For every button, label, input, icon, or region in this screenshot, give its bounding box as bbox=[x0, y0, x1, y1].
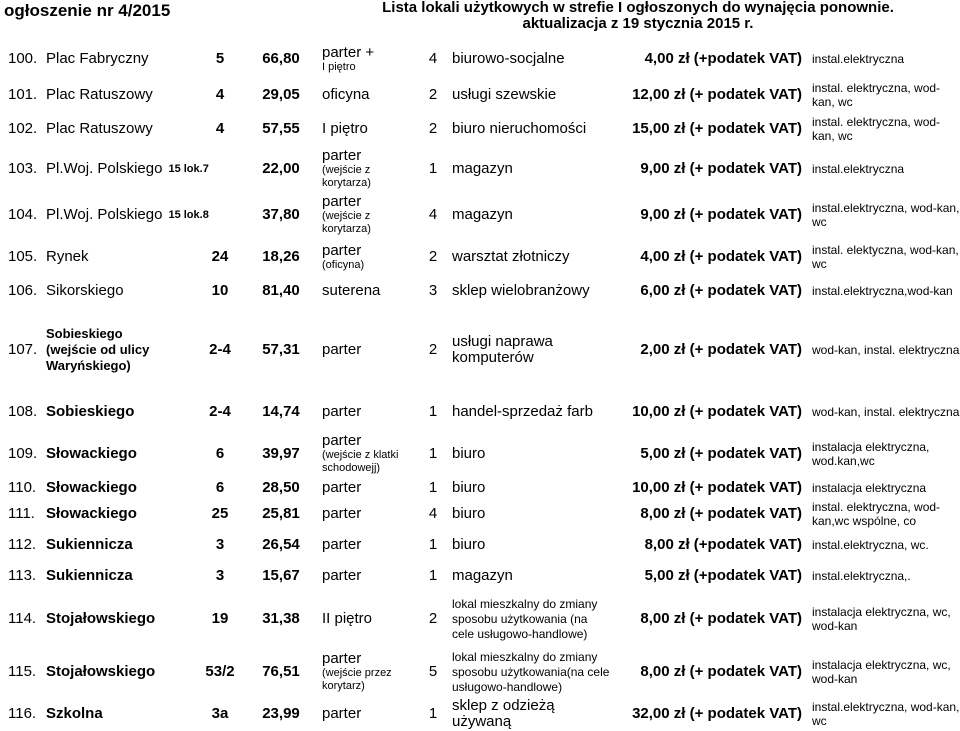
area-m2: 81,40 bbox=[262, 282, 300, 299]
room-count: 5 bbox=[428, 663, 438, 680]
building-number: 5 bbox=[215, 50, 225, 67]
subtitle-line-2: aktualizacja z 19 stycznia 2015 r. bbox=[522, 15, 754, 32]
floor-main: parter bbox=[322, 479, 362, 496]
rent-price: 10,00 zł (+ podatek VAT) bbox=[632, 479, 802, 496]
floor-cell bbox=[322, 77, 422, 112]
building-number: 19 bbox=[211, 610, 229, 627]
table-row bbox=[0, 561, 960, 591]
utilities-note: instalacja elektryczna, wc, wod-kan bbox=[812, 605, 951, 633]
floor-note: (wejście z klatki schodowejj) bbox=[322, 449, 399, 474]
street-name: Sukiennicza bbox=[46, 536, 133, 553]
table-row bbox=[0, 393, 960, 431]
street-line: (wejście od ulicy bbox=[46, 342, 150, 357]
table-row bbox=[0, 77, 960, 112]
area-m2: 22,00 bbox=[262, 159, 300, 177]
room-count: 1 bbox=[428, 159, 438, 177]
row-number: 108. bbox=[8, 403, 38, 420]
floor-main: oficyna bbox=[322, 85, 370, 103]
building-number: 3 bbox=[215, 567, 225, 584]
room-count: 4 bbox=[428, 50, 438, 67]
room-count: 2 bbox=[428, 610, 438, 627]
floor-cell bbox=[322, 191, 422, 239]
floor-main: parter bbox=[322, 432, 362, 449]
row-number: 112. bbox=[8, 536, 37, 553]
table-row bbox=[0, 41, 960, 77]
street-name: Plac Ratuszowy bbox=[46, 120, 153, 137]
rent-price: 4,00 zł (+podatek VAT) bbox=[644, 50, 802, 67]
street-cell bbox=[46, 239, 192, 275]
table-row bbox=[0, 239, 960, 275]
floor-main: parter bbox=[322, 341, 362, 358]
area-m2: 28,50 bbox=[262, 479, 300, 496]
street-name: Plac Ratuszowy bbox=[46, 85, 153, 103]
rent-price: 8,00 zł (+ podatek VAT) bbox=[640, 663, 802, 680]
room-count: 1 bbox=[428, 536, 438, 553]
page-subtitle bbox=[318, 0, 958, 32]
floor-cell bbox=[322, 307, 422, 393]
street-cell bbox=[46, 499, 192, 529]
floor-cell bbox=[322, 275, 422, 307]
floor-main: parter bbox=[322, 505, 362, 522]
utilities-note: instal.elektryczna,wod-kan bbox=[812, 284, 953, 298]
table-row bbox=[0, 431, 960, 477]
room-count: 2 bbox=[428, 341, 438, 358]
floor-cell bbox=[322, 529, 422, 561]
street-cell bbox=[46, 591, 192, 647]
street-name: Plac Fabryczny bbox=[46, 50, 149, 67]
building-number: 6 bbox=[215, 445, 225, 462]
building-number: 25 bbox=[211, 505, 229, 522]
street-cell bbox=[46, 529, 192, 561]
row-number: 109. bbox=[8, 445, 38, 462]
building-number: 2-4 bbox=[209, 341, 231, 358]
intended-use: biuro nieruchomości bbox=[452, 120, 587, 137]
street-cell bbox=[46, 697, 192, 731]
rent-price: 8,00 zł (+ podatek VAT) bbox=[640, 610, 802, 627]
building-number: 10 bbox=[211, 282, 229, 299]
floor-note: (wejście z korytarza) bbox=[322, 210, 371, 235]
utilities-note: wod-kan, instal. elektryczna bbox=[812, 405, 960, 419]
building-number: 3 bbox=[215, 536, 225, 553]
building-number bbox=[196, 191, 244, 239]
utilities-note: instalacja elektryczna, wod.kan,wc bbox=[812, 440, 930, 468]
intended-use: biuro bbox=[452, 445, 486, 462]
floor-cell bbox=[322, 41, 422, 77]
area-m2: 66,80 bbox=[262, 50, 300, 67]
floor-cell bbox=[322, 697, 422, 731]
rent-price: 12,00 zł (+ podatek VAT) bbox=[632, 85, 802, 103]
floor-cell bbox=[322, 112, 422, 146]
intended-use: usługi szewskie bbox=[452, 85, 557, 103]
rent-price: 4,00 zł (+ podatek VAT) bbox=[640, 248, 802, 265]
floor-cell bbox=[322, 239, 422, 275]
rent-price: 32,00 zł (+ podatek VAT) bbox=[632, 705, 802, 722]
street-line: Sobieskiego bbox=[46, 326, 123, 341]
street-name: Słowackiego bbox=[46, 479, 137, 496]
room-count: 1 bbox=[428, 705, 438, 722]
rent-price: 9,00 zł (+ podatek VAT) bbox=[640, 206, 802, 223]
intended-use: warsztat złotniczy bbox=[452, 248, 570, 265]
street-cell bbox=[46, 431, 192, 477]
area-m2: 76,51 bbox=[262, 663, 300, 680]
row-number: 105. bbox=[8, 248, 38, 265]
building-number: 53/2 bbox=[205, 663, 235, 680]
floor-main: parter bbox=[322, 241, 362, 259]
floor-main: parter + bbox=[322, 43, 375, 61]
floor-cell bbox=[322, 393, 422, 431]
rent-price: 5,00 zł (+ podatek VAT) bbox=[640, 445, 802, 462]
floor-cell bbox=[322, 146, 422, 191]
area-m2: 37,80 bbox=[262, 206, 300, 223]
intended-use: magazyn bbox=[452, 567, 513, 584]
floor-main: parter bbox=[322, 567, 362, 584]
intended-use: sklep wielobranżowy bbox=[452, 282, 590, 299]
table-row bbox=[0, 499, 960, 529]
utilities-note: instal.elektryczna,. bbox=[812, 569, 911, 583]
table-row bbox=[0, 275, 960, 307]
intended-use: biuro bbox=[452, 479, 486, 496]
rent-price: 6,00 zł (+ podatek VAT) bbox=[640, 282, 802, 299]
rent-price: 2,00 zł (+ podatek VAT) bbox=[640, 341, 802, 358]
room-count: 4 bbox=[428, 206, 438, 223]
unit-number: 15 lok.7 bbox=[168, 162, 209, 175]
floor-main: parter bbox=[322, 705, 362, 722]
rent-price: 15,00 zł (+ podatek VAT) bbox=[632, 120, 802, 137]
street-cell bbox=[46, 393, 192, 431]
table-row bbox=[0, 529, 960, 561]
rent-price: 8,00 zł (+podatek VAT) bbox=[644, 536, 802, 553]
rent-price: 9,00 zł (+ podatek VAT) bbox=[640, 159, 802, 177]
room-count: 2 bbox=[428, 85, 438, 103]
floor-note: (wejście przez korytarz) bbox=[322, 667, 392, 692]
street-name: Stojałowskiego bbox=[46, 663, 156, 680]
intended-use: magazyn bbox=[452, 206, 513, 223]
subtitle-line-1: Lista lokali użytkowych w strefie I ogłoszonych do wynajęcia ponownie. bbox=[382, 0, 894, 16]
area-m2: 31,38 bbox=[262, 610, 300, 627]
floor-main: parter bbox=[322, 536, 362, 553]
floor-cell bbox=[322, 591, 422, 647]
street-name: Szkolna bbox=[46, 705, 103, 722]
floor-main: parter bbox=[322, 650, 362, 667]
utilities-note: instal.elektryczna bbox=[812, 52, 905, 66]
floor-main: parter bbox=[322, 146, 362, 164]
street-cell bbox=[46, 41, 192, 77]
floor-cell bbox=[322, 561, 422, 591]
room-count: 2 bbox=[428, 120, 438, 137]
area-m2: 29,05 bbox=[262, 85, 300, 103]
area-m2: 57,31 bbox=[262, 341, 300, 358]
building-number bbox=[196, 146, 244, 191]
row-number: 115. bbox=[8, 663, 37, 680]
room-count: 1 bbox=[428, 403, 438, 420]
table-row bbox=[0, 307, 960, 393]
table-row bbox=[0, 112, 960, 146]
row-number: 107. bbox=[8, 341, 38, 358]
area-m2: 18,26 bbox=[262, 248, 300, 265]
rent-price: 10,00 zł (+ podatek VAT) bbox=[632, 403, 802, 420]
utilities-note: instal. elektryczna, wod-kan,wc wspólne, co bbox=[812, 500, 941, 528]
floor-cell bbox=[322, 431, 422, 477]
table-row bbox=[0, 191, 960, 239]
room-count: 3 bbox=[428, 282, 438, 299]
utilities-note: instal.elektryczna, wod-kan, wc bbox=[812, 201, 960, 229]
street-name: Słowackiego bbox=[46, 445, 137, 462]
street-cell bbox=[46, 275, 192, 307]
row-number: 116. bbox=[8, 705, 37, 722]
row-number: 102. bbox=[8, 120, 38, 137]
building-number: 24 bbox=[211, 248, 229, 265]
area-m2: 14,74 bbox=[262, 403, 300, 420]
floor-note: (oficyna) bbox=[322, 258, 365, 271]
room-count: 1 bbox=[428, 479, 438, 496]
utilities-note: instalacja elektryczna bbox=[812, 481, 927, 495]
rent-price: 5,00 zł (+podatek VAT) bbox=[644, 567, 802, 584]
room-count: 2 bbox=[428, 248, 438, 265]
row-number: 100. bbox=[8, 50, 38, 67]
street-name: Stojałowskiego bbox=[46, 610, 156, 627]
floor-main: parter bbox=[322, 403, 362, 420]
building-number: 6 bbox=[215, 479, 225, 496]
intended-use: sklep z odzieżą używaną bbox=[452, 697, 555, 730]
street-cell bbox=[46, 477, 192, 499]
table-row bbox=[0, 146, 960, 191]
utilities-note: instal. elektryczna, wod-kan, wc bbox=[812, 115, 941, 143]
intended-use: biurowo-socjalne bbox=[452, 50, 565, 67]
area-m2: 57,55 bbox=[262, 120, 300, 137]
utilities-note: instal.elektryczna bbox=[812, 161, 905, 176]
utilities-note: wod-kan, instal. elektryczna bbox=[812, 343, 960, 357]
intended-use: biuro bbox=[452, 505, 486, 522]
area-m2: 39,97 bbox=[262, 445, 300, 462]
street-cell bbox=[46, 561, 192, 591]
intended-use: lokal mieszkalny do zmiany sposobu użytkowania (na cele usługowo-handlowe) bbox=[452, 596, 598, 641]
area-m2: 25,81 bbox=[262, 505, 300, 522]
floor-main: suterena bbox=[322, 282, 381, 299]
utilities-note: instal. elektyczna, wod-kan, wc bbox=[812, 243, 959, 271]
area-m2: 26,54 bbox=[262, 536, 300, 553]
row-number: 114. bbox=[8, 610, 37, 627]
building-number: 4 bbox=[215, 85, 225, 103]
intended-use: biuro bbox=[452, 536, 486, 553]
street-name: Słowackiego bbox=[46, 505, 137, 522]
floor-cell bbox=[322, 477, 422, 499]
row-number: 101. bbox=[8, 85, 38, 103]
utilities-note: instal. elektryczna, wod-kan, wc bbox=[812, 80, 941, 109]
room-count: 4 bbox=[428, 505, 438, 522]
room-count: 1 bbox=[428, 567, 438, 584]
building-number: 3a bbox=[211, 705, 229, 722]
street-name: Rynek bbox=[46, 248, 89, 265]
street-cell bbox=[46, 146, 209, 191]
room-count: 1 bbox=[428, 445, 438, 462]
street-name: Sobieskiego bbox=[46, 403, 135, 420]
floor-main: I piętro bbox=[322, 120, 368, 137]
intended-use: usługi naprawa komputerów bbox=[452, 333, 553, 366]
intended-use: handel-sprzedaż farb bbox=[452, 403, 593, 420]
row-number: 111. bbox=[8, 505, 35, 522]
utilities-note: instalacja elektryczna, wc, wod-kan bbox=[812, 658, 951, 686]
floor-main: II piętro bbox=[322, 610, 373, 627]
row-number: 103. bbox=[8, 159, 38, 177]
floor-cell bbox=[322, 499, 422, 529]
row-number: 113. bbox=[8, 567, 37, 584]
table-row bbox=[0, 477, 960, 499]
street-name: Sikorskiego bbox=[46, 282, 124, 299]
floor-note: (wejście z korytarza) bbox=[322, 163, 371, 189]
street-name: Pl.Woj. Polskiego bbox=[46, 159, 163, 177]
street-cell bbox=[46, 191, 209, 239]
floor-note: I piętro bbox=[322, 60, 356, 73]
street-cell bbox=[46, 112, 192, 146]
page-title: ogłoszenie nr 4/2015 bbox=[4, 1, 171, 20]
area-m2: 15,67 bbox=[262, 567, 300, 584]
table-row bbox=[0, 591, 960, 647]
row-number: 110. bbox=[8, 479, 37, 496]
table-row bbox=[0, 697, 960, 731]
row-number: 106. bbox=[8, 282, 38, 299]
intended-use: magazyn bbox=[452, 159, 513, 177]
street-name: Pl.Woj. Polskiego bbox=[46, 206, 163, 223]
building-number: 4 bbox=[215, 120, 225, 137]
utilities-note: instal.elektryczna, wod-kan, wc bbox=[812, 700, 960, 728]
rent-price: 8,00 zł (+ podatek VAT) bbox=[640, 505, 802, 522]
street-line: Waryńskiego) bbox=[46, 358, 131, 373]
intended-use: lokal mieszkalny do zmiany sposobu użytkowania(na cele usługowo-handlowe) bbox=[452, 649, 610, 694]
row-number: 104. bbox=[8, 206, 38, 223]
street-name: Sukiennicza bbox=[46, 567, 133, 584]
utilities-note: instal.elektryczna, wc. bbox=[812, 538, 929, 552]
building-number: 2-4 bbox=[209, 403, 231, 420]
street-cell bbox=[46, 77, 192, 112]
area-m2: 23,99 bbox=[262, 705, 300, 722]
street-cell bbox=[46, 307, 192, 393]
unit-number: 15 lok.8 bbox=[168, 209, 209, 221]
floor-main: parter bbox=[322, 193, 362, 210]
